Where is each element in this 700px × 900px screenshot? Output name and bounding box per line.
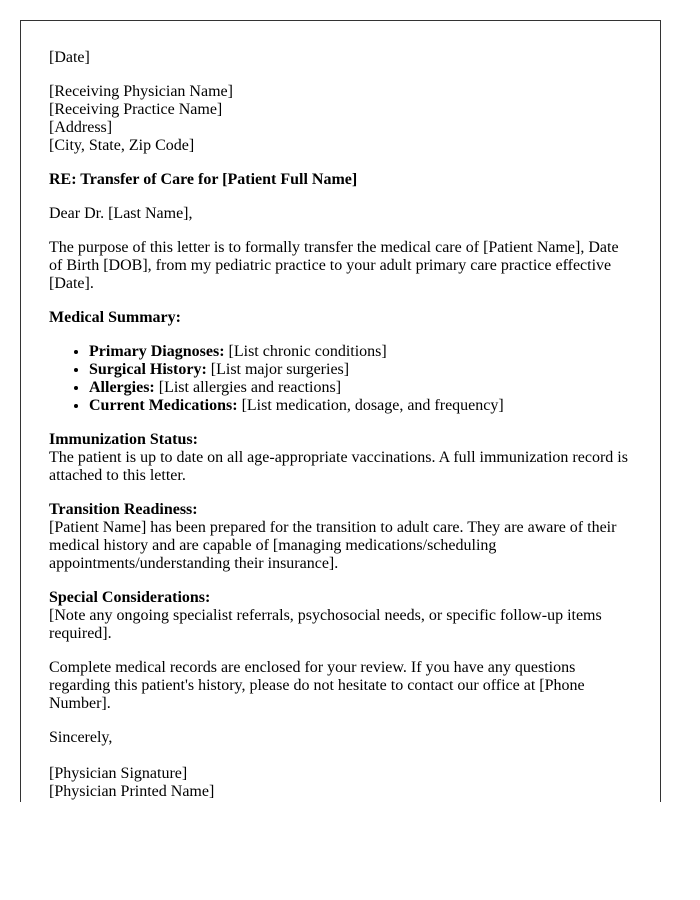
item-value: [List major surgeries] bbox=[206, 361, 350, 378]
list-item bbox=[89, 343, 632, 361]
recipient-block bbox=[49, 83, 632, 155]
medical-summary-heading: Medical Summary: bbox=[49, 309, 181, 326]
item-label: Current Medications: bbox=[89, 397, 238, 414]
salutation: Dear Dr. [Last Name], bbox=[49, 205, 193, 222]
item-value: [List medication, dosage, and frequency] bbox=[237, 397, 504, 414]
closing-paragraph: Complete medical records are enclosed for your review. If you have any questions regarding this patient's history, please do not hesitate to contact our office at [Phone Number]. bbox=[49, 659, 585, 712]
physician-signature: [Physician Signature] bbox=[49, 765, 188, 782]
subject-line: RE: Transfer of Care for [Patient Full Name] bbox=[49, 171, 358, 188]
special-text: [Note any ongoing specialist referrals, psychosocial needs, or specific follow-up items required]. bbox=[49, 607, 602, 642]
list-item bbox=[89, 397, 632, 415]
recipient-city: [City, State, Zip Code] bbox=[49, 137, 195, 154]
recipient-address: [Address] bbox=[49, 119, 113, 136]
transition-text: [Patient Name] has been prepared for the transition to adult care. They are aware of their medical history and are capable of [managing medications/scheduling appointments/understanding their insurance]. bbox=[49, 519, 617, 572]
signature-block bbox=[49, 729, 632, 801]
recipient-practice: [Receiving Practice Name] bbox=[49, 101, 223, 118]
item-value: [List chronic conditions] bbox=[224, 343, 387, 360]
immunization-text: The patient is up to date on all age-appropriate vaccinations. A full immunization record is attached to this letter. bbox=[49, 449, 628, 484]
item-label: Allergies: bbox=[89, 379, 155, 396]
immunization-heading: Immunization Status: bbox=[49, 431, 198, 448]
letter-page bbox=[20, 20, 661, 802]
list-item bbox=[89, 361, 632, 379]
signoff: Sincerely, bbox=[49, 729, 113, 746]
item-label: Surgical History: bbox=[89, 361, 207, 378]
letter-date: [Date] bbox=[49, 49, 90, 66]
recipient-physician: [Receiving Physician Name] bbox=[49, 83, 233, 100]
immunization-section bbox=[49, 431, 632, 485]
special-section bbox=[49, 589, 632, 643]
transition-section bbox=[49, 501, 632, 573]
special-heading: Special Considerations: bbox=[49, 589, 211, 606]
transition-heading: Transition Readiness: bbox=[49, 501, 198, 518]
item-label: Primary Diagnoses: bbox=[89, 343, 225, 360]
medical-summary-list bbox=[49, 343, 632, 415]
physician-printed-name: [Physician Printed Name] bbox=[49, 783, 215, 800]
list-item bbox=[89, 379, 632, 397]
intro-paragraph: The purpose of this letter is to formally transfer the medical care of [Patient Name], Date of Birth [DOB], from my pediatric practice to your adult primary care practice effective [Date]. bbox=[49, 239, 619, 292]
item-value: [List allergies and reactions] bbox=[154, 379, 342, 396]
